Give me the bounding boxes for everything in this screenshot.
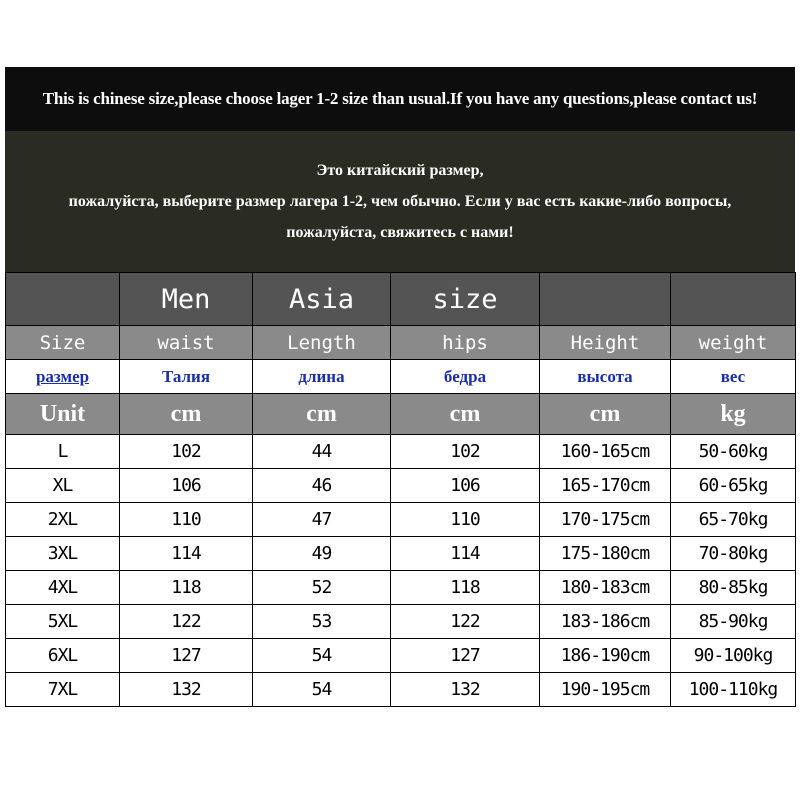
size-chart-table — [5, 272, 796, 707]
height-cell: 180-183cm — [540, 571, 671, 605]
russian-notice-line: Это китайский размер, — [316, 162, 484, 179]
hips-cell: 106 — [391, 469, 540, 503]
unit-cell: Unit — [6, 394, 120, 435]
column-header: Height — [540, 326, 671, 360]
table-row — [6, 503, 796, 537]
waist-cell: 106 — [120, 469, 253, 503]
weight-cell: 85-90kg — [671, 605, 796, 639]
title-cell: Men — [120, 273, 253, 326]
length-cell: 52 — [253, 571, 391, 605]
table-row — [6, 639, 796, 673]
column-header: Length — [253, 326, 391, 360]
title-cell — [540, 273, 671, 326]
unit-cell: kg — [671, 394, 796, 435]
height-cell: 190-195cm — [540, 673, 671, 707]
russian-column-header: длина — [253, 360, 391, 394]
russian-column-header: высота — [540, 360, 671, 394]
russian-column-header: бедра — [391, 360, 540, 394]
size-cell: 6XL — [6, 639, 120, 673]
russian-column-header: размер — [6, 360, 120, 394]
height-cell: 175-180cm — [540, 537, 671, 571]
height-cell: 183-186cm — [540, 605, 671, 639]
length-cell: 47 — [253, 503, 391, 537]
unit-cell: cm — [120, 394, 253, 435]
weight-cell: 65-70kg — [671, 503, 796, 537]
russian-header-row — [6, 360, 796, 394]
waist-cell: 132 — [120, 673, 253, 707]
title-cell: size — [391, 273, 540, 326]
table-row — [6, 673, 796, 707]
column-header: hips — [391, 326, 540, 360]
russian-column-header: Талия — [120, 360, 253, 394]
length-cell: 49 — [253, 537, 391, 571]
waist-cell: 122 — [120, 605, 253, 639]
size-cell: 2XL — [6, 503, 120, 537]
hips-cell: 102 — [391, 435, 540, 469]
table-row — [6, 537, 796, 571]
title-cell: Asia — [253, 273, 391, 326]
height-cell: 160-165cm — [540, 435, 671, 469]
length-cell: 54 — [253, 639, 391, 673]
russian-notice — [5, 131, 795, 272]
height-cell: 170-175cm — [540, 503, 671, 537]
table-row — [6, 605, 796, 639]
hips-cell: 114 — [391, 537, 540, 571]
column-header: waist — [120, 326, 253, 360]
waist-cell: 114 — [120, 537, 253, 571]
russian-notice-line: пожалуйста, выберите размер лагера 1-2, чем обычно. Если у вас есть какие-либо вопросы, — [68, 193, 732, 210]
unit-cell: cm — [391, 394, 540, 435]
column-header: Size — [6, 326, 120, 360]
title-cell — [6, 273, 120, 326]
column-header: weight — [671, 326, 796, 360]
table-row — [6, 571, 796, 605]
russian-column-header: вес — [671, 360, 796, 394]
size-cell: 5XL — [6, 605, 120, 639]
unit-cell: cm — [253, 394, 391, 435]
waist-cell: 102 — [120, 435, 253, 469]
size-cell: XL — [6, 469, 120, 503]
length-cell: 53 — [253, 605, 391, 639]
table-row — [6, 435, 796, 469]
size-cell: 4XL — [6, 571, 120, 605]
hips-cell: 110 — [391, 503, 540, 537]
weight-cell: 70-80kg — [671, 537, 796, 571]
length-cell: 54 — [253, 673, 391, 707]
hips-cell: 122 — [391, 605, 540, 639]
hips-cell: 118 — [391, 571, 540, 605]
weight-cell: 100-110kg — [671, 673, 796, 707]
table-row — [6, 469, 796, 503]
table-title-row — [6, 273, 796, 326]
unit-row — [6, 394, 796, 435]
size-cell: L — [6, 435, 120, 469]
size-cell: 3XL — [6, 537, 120, 571]
waist-cell: 127 — [120, 639, 253, 673]
height-cell: 165-170cm — [540, 469, 671, 503]
title-cell — [671, 273, 796, 326]
weight-cell: 60-65kg — [671, 469, 796, 503]
hips-cell: 127 — [391, 639, 540, 673]
english-notice: This is chinese size,please choose lager 1-2 size than usual.If you have any questions,please contact us! — [5, 67, 795, 131]
weight-cell: 80-85kg — [671, 571, 796, 605]
weight-cell: 90-100kg — [671, 639, 796, 673]
waist-cell: 118 — [120, 571, 253, 605]
hips-cell: 132 — [391, 673, 540, 707]
height-cell: 186-190cm — [540, 639, 671, 673]
russian-notice-line: пожалуйста, свяжитесь с нами! — [286, 224, 514, 241]
weight-cell: 50-60kg — [671, 435, 796, 469]
column-header-row — [6, 326, 796, 360]
length-cell: 46 — [253, 469, 391, 503]
length-cell: 44 — [253, 435, 391, 469]
size-cell: 7XL — [6, 673, 120, 707]
waist-cell: 110 — [120, 503, 253, 537]
unit-cell: cm — [540, 394, 671, 435]
